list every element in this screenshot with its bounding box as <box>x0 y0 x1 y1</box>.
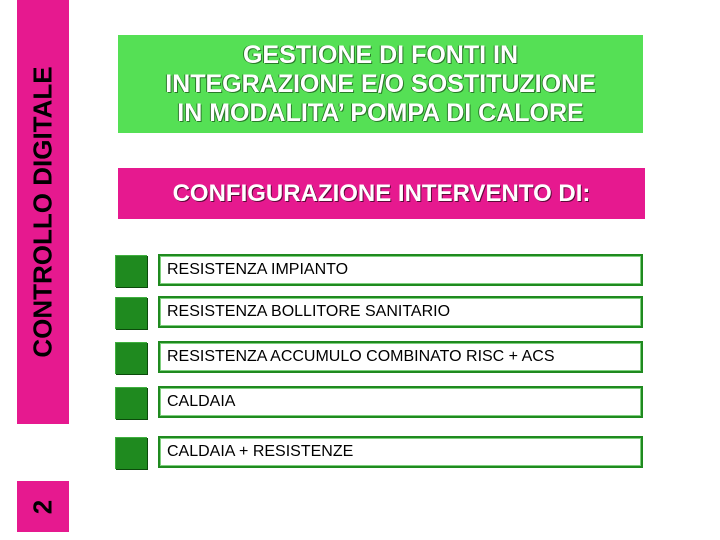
option-label[interactable]: CALDAIA <box>158 386 643 418</box>
option-resistenza-accumulo[interactable] <box>115 341 640 377</box>
option-select-button[interactable] <box>115 437 147 469</box>
title-box <box>118 35 643 133</box>
slide-number: 2 <box>27 499 58 514</box>
config-header <box>118 168 645 219</box>
slide-number-box <box>17 478 69 532</box>
sidebar-title: CONTROLLO DIGITALE <box>27 66 58 358</box>
option-select-button[interactable] <box>115 297 147 329</box>
option-caldaia-resistenze[interactable] <box>115 436 640 472</box>
config-header-label: CONFIGURAZIONE INTERVENTO DI: <box>172 179 591 207</box>
option-label[interactable]: RESISTENZA IMPIANTO <box>158 254 643 286</box>
option-select-button[interactable] <box>115 387 147 419</box>
option-label[interactable]: RESISTENZA BOLLITORE SANITARIO <box>158 296 643 328</box>
page-title: GESTIONE DI FONTI IN INTEGRAZIONE E/O SOSTITUZIONE IN MODALITA’ POMPA DI CALORE <box>165 40 596 127</box>
option-select-button[interactable] <box>115 342 147 374</box>
option-resistenza-impianto[interactable] <box>115 254 640 290</box>
option-resistenza-bollitore[interactable] <box>115 296 640 332</box>
option-label[interactable]: CALDAIA + RESISTENZE <box>158 436 643 468</box>
option-select-button[interactable] <box>115 255 147 287</box>
option-label[interactable]: RESISTENZA ACCUMULO COMBINATO RISC + ACS <box>158 341 643 373</box>
option-caldaia[interactable] <box>115 386 640 422</box>
